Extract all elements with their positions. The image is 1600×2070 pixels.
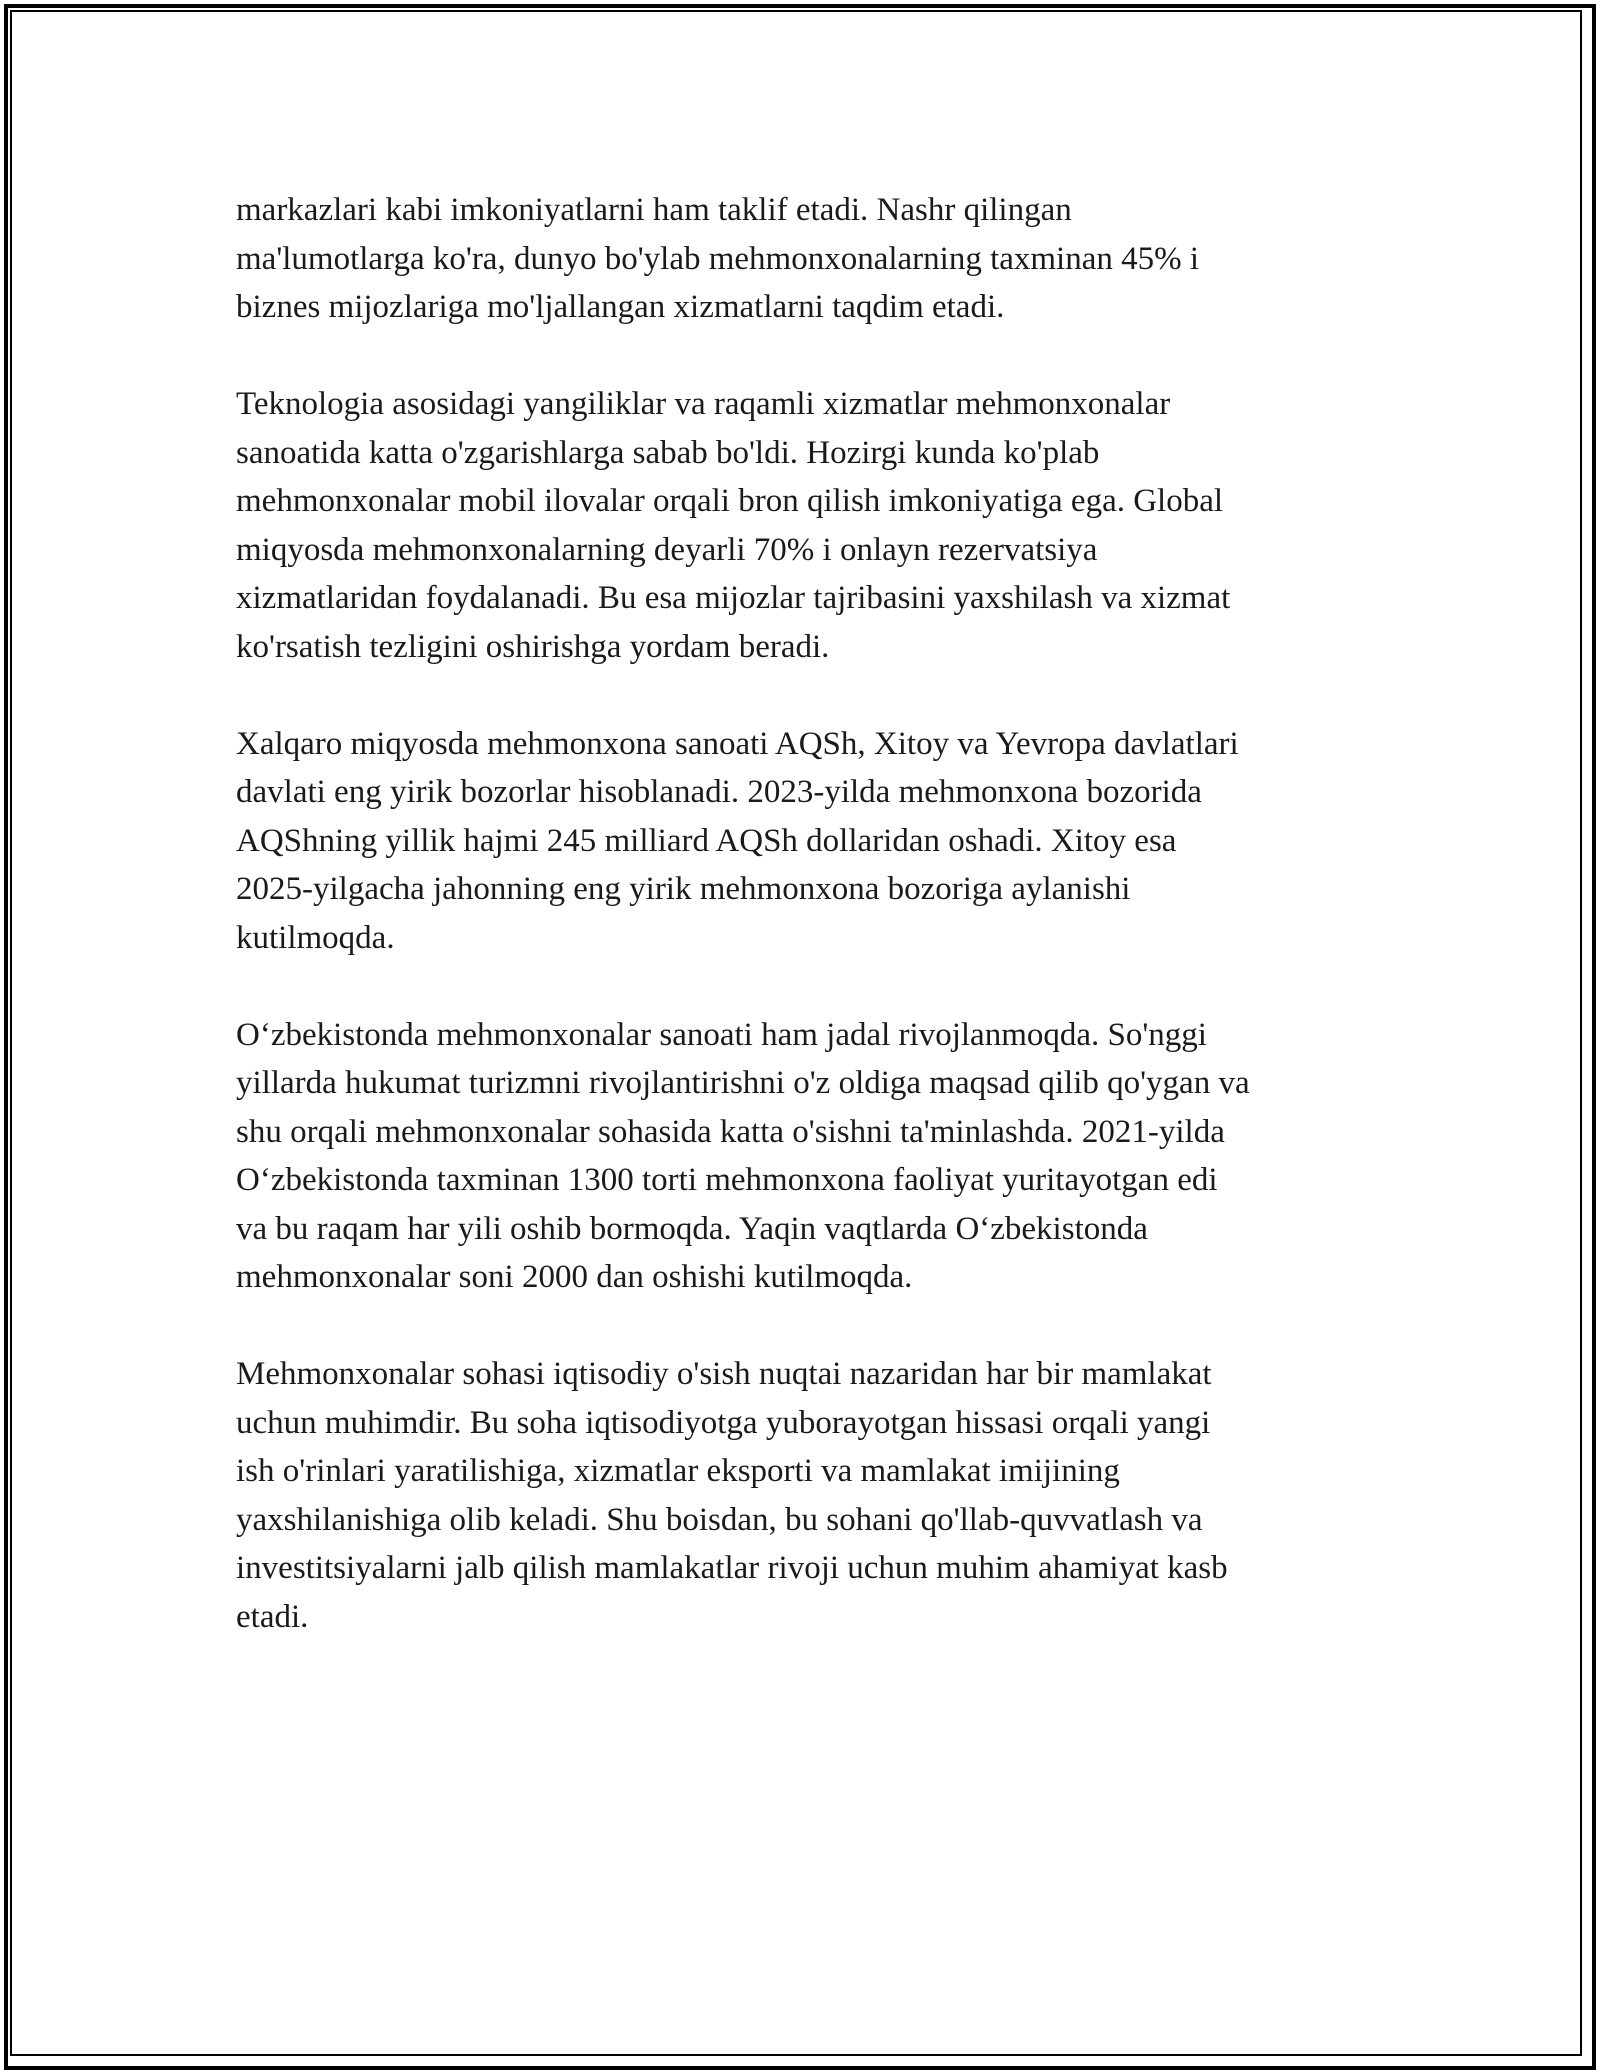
text-line: Xalqaro miqyosda mehmonxona sanoati AQSh, Xitoy va Yevropa davlatlari [236,725,1239,762]
text-line: Teknologia asosidagi yangiliklar va raqamli xizmatlar mehmonxonalar [236,386,1171,422]
text-line: markazlari kabi imkoniyatlarni ham taklif etadi. Nashr qilingan [236,192,1072,228]
text-line: AQShning yillik hajmi 245 milliard AQSh dollaridan oshadi. Xitoy esa [236,822,1177,859]
paragraph-international [236,720,1366,963]
paragraph-uzbekistan [236,1011,1366,1302]
document-body [236,186,1366,1690]
text-line: yillarda hukumat turizmni rivojlantirishni o'z oldiga maqsad qilib qo'ygan va [236,1065,1250,1101]
text-line: investitsiyalarni jalb qilish mamlakatlar rivoji uchun muhim ahamiyat kasb [236,1550,1228,1586]
text-line: biznes mijozlariga mo'ljallangan xizmatlarni taqdim etadi. [236,289,1005,325]
text-line: shu orqali mehmonxonalar sohasida katta o'sishni ta'minlashda. 2021-yilda [236,1113,1225,1150]
text-line: ish o'rinlari yaratilishiga, xizmatlar eksporti va mamlakat imijining [236,1453,1120,1489]
text-line: xizmatlaridan foydalanadi. Bu esa mijozlar tajribasini yaxshilash va xizmat [236,580,1231,616]
text-line: mehmonxonalar soni 2000 dan oshishi kutilmoqda. [236,1259,913,1295]
text-line: uchun muhimdir. Bu soha iqtisodiyotga yuborayotgan hissasi orqali yangi [236,1404,1211,1441]
text-line: sanoatida katta o'zgarishlarga sabab bo'ldi. Hozirgi kunda ko'plab [236,434,1100,471]
text-line: davlati eng yirik bozorlar hisoblanadi. 2023-yilda mehmonxona bozorida [236,774,1202,810]
text-line: Mehmonxonalar sohasi iqtisodiy o'sish nuqtai nazaridan har bir mamlakat [236,1356,1212,1392]
text-line: kutilmoqda. [236,919,395,956]
paragraph-economic-importance [236,1350,1366,1641]
text-line: va bu raqam har yili oshib bormoqda. Yaqin vaqtlarda O‘zbekistonda [236,1210,1148,1247]
text-line: ma'lumotlarga ko'ra, dunyo bo'ylab mehmonxonalarning taxminan 45% i [236,240,1200,277]
text-line: miqyosda mehmonxonalarning deyarli 70% i onlayn rezervatsiya [236,531,1098,568]
text-line: ko'rsatish tezligini oshirishga yordam beradi. [236,628,830,665]
text-line: O‘zbekistonda mehmonxonalar sanoati ham jadal rivojlanmoqda. So'nggi [236,1016,1207,1053]
text-line: 2025-yilgacha jahonning eng yirik mehmonxona bozoriga aylanishi [236,871,1131,907]
text-line: mehmonxonalar mobil ilovalar orqali bron qilish imkoniyatiga ega. Global [236,483,1224,519]
paragraph-business-services [236,186,1366,332]
text-line: O‘zbekistonda taxminan 1300 torti mehmonxona faoliyat yuritayotgan edi [236,1162,1218,1198]
paragraph-technology [236,380,1366,671]
text-line: etadi. [236,1598,309,1635]
text-line: yaxshilanishiga olib keladi. Shu boisdan, bu sohani qo'llab-quvvatlash va [236,1501,1203,1538]
